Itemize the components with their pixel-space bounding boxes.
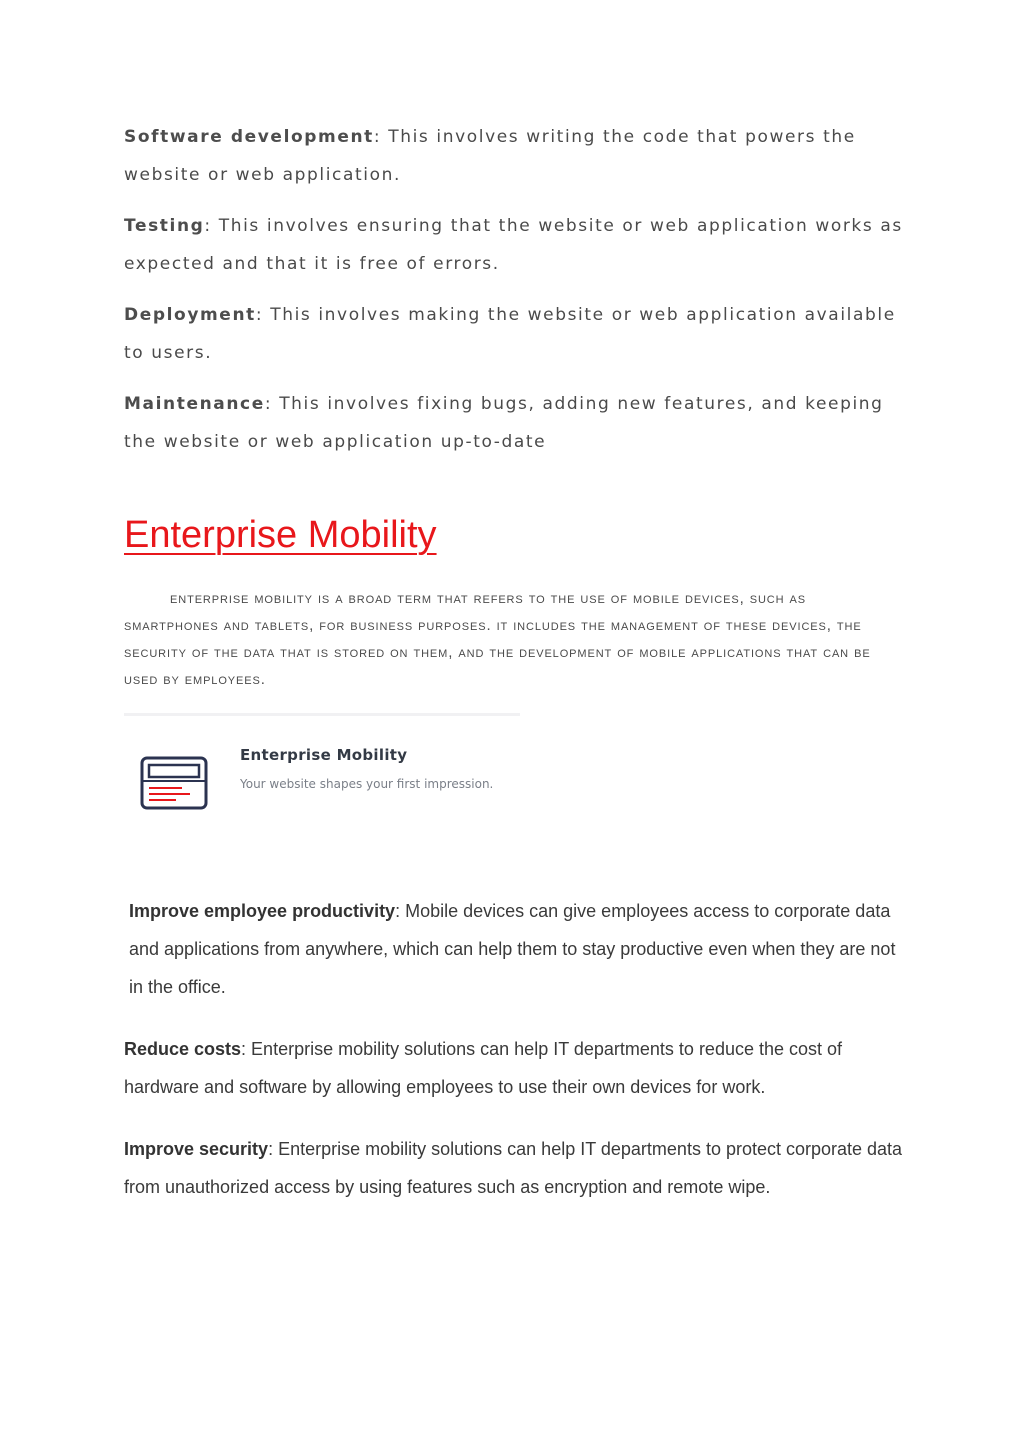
term-description: : Enterprise mobility solutions can help IT departments to protect corporate data from unauthorized access by using features such as encryption and remote wipe. — [124, 1139, 903, 1197]
intro-paragraph: enterprise mobility is a broad term that refers to the use of mobile devices, such as smartphones and tablets, for business purposes. it includes the management of these devices, the security of the data that is stored on them, and the development of mobile applications that can be used by employees. — [124, 590, 871, 688]
deployment-paragraph — [124, 296, 904, 372]
document-page — [124, 118, 904, 1230]
term-label: Software development — [124, 127, 374, 147]
term-description: : This involves ensuring that the website or web application works as expected and that it is free of errors. — [124, 216, 903, 274]
card-subtitle: Your website shapes your first impression. — [240, 777, 494, 791]
term-label: Maintenance — [124, 394, 265, 414]
card-title: Enterprise Mobility — [240, 746, 408, 764]
term-description: : This involves writing the code that powers the website or web application. — [124, 127, 856, 185]
reduce-costs-paragraph — [124, 1030, 904, 1106]
term-description: : This involves fixing bugs, adding new features, and keeping the website or web application up-to-date — [124, 394, 884, 452]
security-paragraph — [124, 1130, 904, 1206]
monitor-icon — [140, 756, 208, 810]
term-label: Reduce costs — [124, 1039, 242, 1059]
enterprise-mobility-card — [124, 713, 520, 826]
software-development-paragraph — [124, 118, 904, 194]
term-label: Deployment — [124, 305, 256, 325]
productivity-paragraph — [124, 892, 904, 1006]
term-label: Improve security — [124, 1139, 269, 1159]
maintenance-paragraph — [124, 385, 904, 461]
term-description: : Mobile devices can give employees access to corporate data and applications from anywhere, which can help them to stay productive even when they are not in the office. — [129, 901, 896, 997]
term-label: Testing — [124, 216, 205, 236]
term-description: : Enterprise mobility solutions can help IT departments to reduce the cost of hardware and software by allowing employees to use their own devices for work. — [124, 1039, 843, 1097]
section-heading: Enterprise Mobility — [124, 514, 437, 556]
testing-paragraph — [124, 207, 904, 283]
term-label: Improve employee productivity — [129, 901, 396, 921]
term-description: : This involves making the website or web application available to users. — [124, 305, 896, 363]
